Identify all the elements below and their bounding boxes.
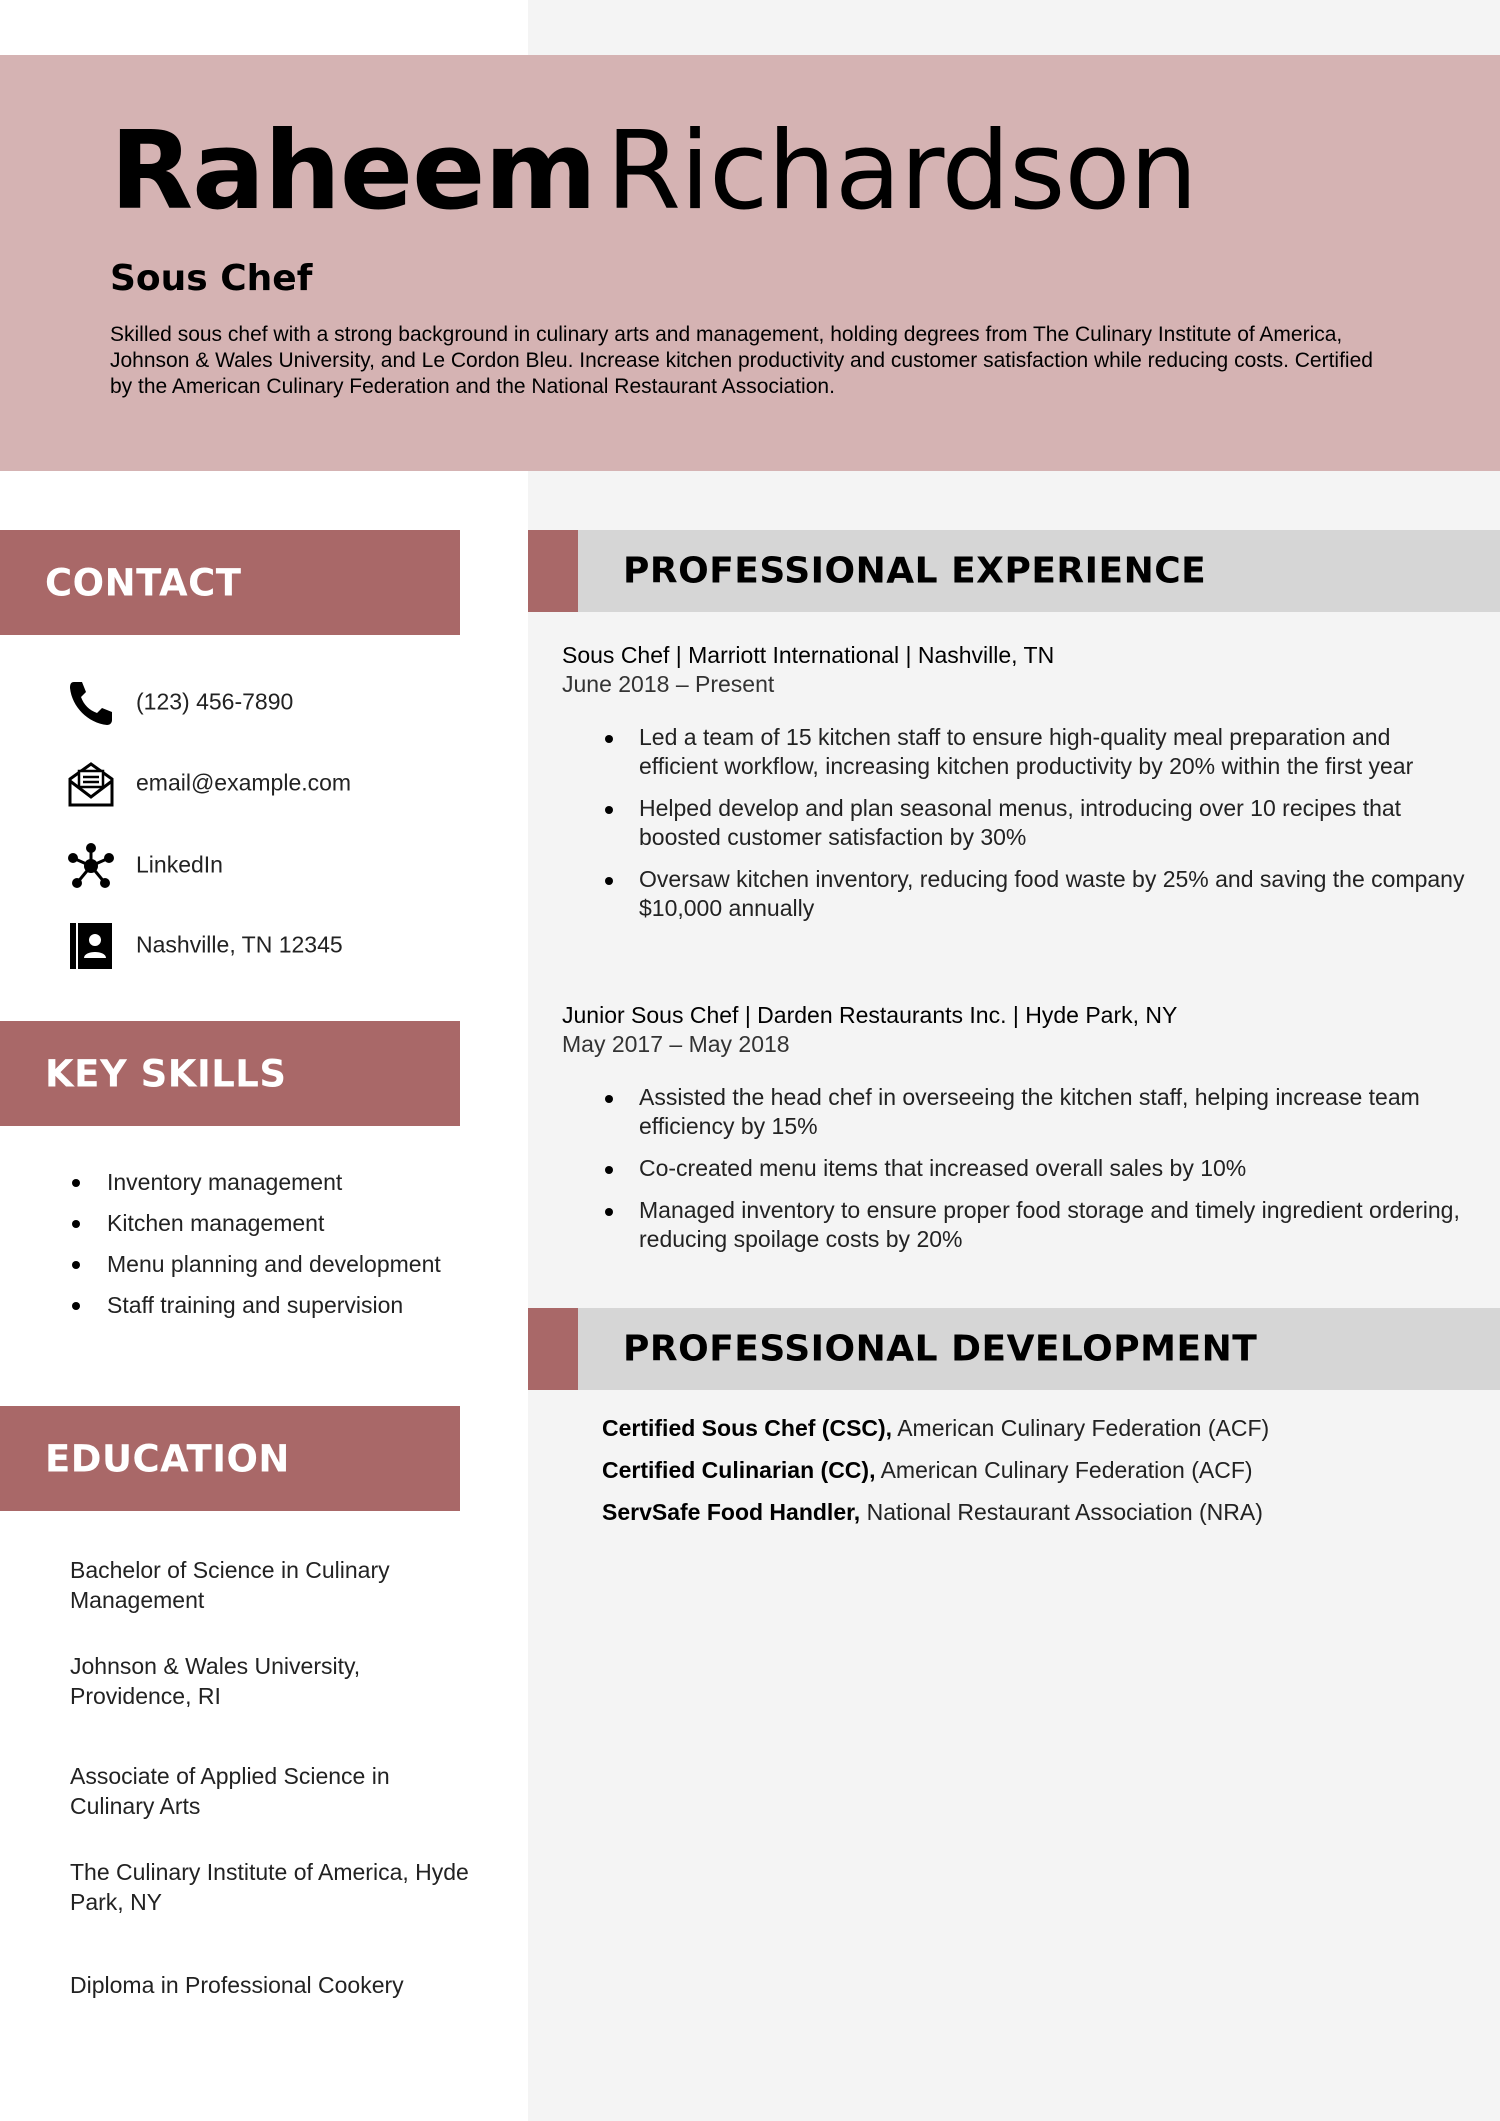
email-text: email@example.com bbox=[136, 769, 352, 796]
job-role: Junior Sous Chef | Darden Restaurants Inc. | Hyde Park, NY bbox=[562, 1002, 1178, 1028]
last-name: Richardson bbox=[605, 109, 1197, 234]
job-bullet: Helped develop and plan seasonal menus, introducing over 10 recipes that boosted customer satisfaction by 30% bbox=[562, 794, 1472, 852]
job-bullets bbox=[562, 1083, 1472, 1254]
certification-list bbox=[602, 1413, 1482, 1539]
job-bullet: Managed inventory to ensure proper food storage and timely ingredient ordering, reducing spoilage costs by 20% bbox=[562, 1196, 1472, 1254]
certification-item bbox=[602, 1497, 1482, 1527]
contact-linkedin bbox=[66, 837, 506, 893]
job-title: Sous Chef bbox=[110, 258, 313, 299]
skill-item: Inventory management bbox=[72, 1167, 492, 1197]
certification-item bbox=[602, 1413, 1482, 1443]
candidate-name bbox=[110, 109, 1197, 234]
certification-item bbox=[602, 1455, 1482, 1485]
experience-heading-bar bbox=[528, 530, 1500, 612]
skills-heading: KEY SKILLS bbox=[45, 1052, 287, 1095]
job-dates: May 2017 – May 2018 bbox=[562, 1031, 790, 1057]
contact-address bbox=[66, 917, 506, 973]
job-entry bbox=[562, 641, 1472, 936]
education-degree: Diploma in Professional Cookery bbox=[70, 1972, 404, 1998]
education-degree: Bachelor of Science in Culinary Management bbox=[70, 1557, 390, 1613]
job-dates: June 2018 – Present bbox=[562, 671, 775, 697]
certification-name: ServSafe Food Handler, bbox=[602, 1499, 861, 1525]
education-degree: Associate of Applied Science in Culinary Arts bbox=[70, 1763, 390, 1819]
education-school: Johnson & Wales University, Providence, RI bbox=[70, 1653, 361, 1709]
contact-heading-bar bbox=[0, 530, 460, 635]
job-role: Sous Chef | Marriott International | Nashville, TN bbox=[562, 642, 1055, 668]
certification-org: American Culinary Federation (ACF) bbox=[897, 1415, 1270, 1441]
skills-heading-bar bbox=[0, 1021, 460, 1126]
development-heading-bar bbox=[528, 1308, 1500, 1390]
job-bullets bbox=[562, 723, 1472, 923]
section-accent bbox=[528, 530, 578, 612]
certification-name: Certified Culinarian (CC), bbox=[602, 1457, 876, 1483]
first-name: Raheem bbox=[110, 109, 596, 234]
skills-list bbox=[72, 1167, 492, 1331]
section-accent bbox=[528, 1308, 578, 1390]
contact-phone bbox=[66, 674, 506, 730]
job-bullet: Co-created menu items that increased overall sales by 10% bbox=[562, 1154, 1472, 1183]
certification-name: Certified Sous Chef (CSC), bbox=[602, 1415, 893, 1441]
address-book-icon bbox=[66, 921, 116, 971]
skill-item: Staff training and supervision bbox=[72, 1290, 492, 1320]
phone-icon bbox=[66, 678, 116, 728]
address-text: Nashville, TN 12345 bbox=[136, 931, 343, 958]
certification-org: National Restaurant Association (NRA) bbox=[866, 1499, 1263, 1525]
education-heading-bar bbox=[0, 1406, 460, 1511]
job-bullet: Assisted the head chef in overseeing the kitchen staff, helping increase team efficiency by 15% bbox=[562, 1083, 1472, 1141]
contact-email bbox=[66, 755, 506, 811]
education-heading: EDUCATION bbox=[45, 1437, 290, 1480]
development-heading: PROFESSIONAL DEVELOPMENT bbox=[623, 1328, 1258, 1370]
linkedin-text: LinkedIn bbox=[136, 851, 223, 878]
network-icon bbox=[66, 841, 116, 891]
skill-item: Menu planning and development bbox=[72, 1249, 492, 1279]
experience-heading: PROFESSIONAL EXPERIENCE bbox=[623, 550, 1207, 592]
phone-text: (123) 456-7890 bbox=[136, 688, 294, 715]
skill-item: Kitchen management bbox=[72, 1208, 492, 1238]
job-entry bbox=[562, 1001, 1472, 1267]
job-bullet: Oversaw kitchen inventory, reducing food waste by 25% and saving the company $10,000 annually bbox=[562, 865, 1472, 923]
summary-paragraph: Skilled sous chef with a strong background in culinary arts and management, holding degrees from The Culinary Institute of America, Johnson & Wales University, and Le Cordon Bleu. Increase kitchen productivity and customer satisfaction while reducing costs. Certified by the American Culinary Federation and the National Restaurant Association. bbox=[110, 323, 1373, 398]
certification-org: American Culinary Federation (ACF) bbox=[880, 1457, 1253, 1483]
job-bullet: Led a team of 15 kitchen staff to ensure high-quality meal preparation and efficient workflow, increasing kitchen productivity by 20% within the first year bbox=[562, 723, 1472, 781]
contact-heading: CONTACT bbox=[45, 561, 242, 604]
envelope-icon bbox=[66, 759, 116, 809]
education-school: The Culinary Institute of America, Hyde Park, NY bbox=[70, 1859, 469, 1915]
